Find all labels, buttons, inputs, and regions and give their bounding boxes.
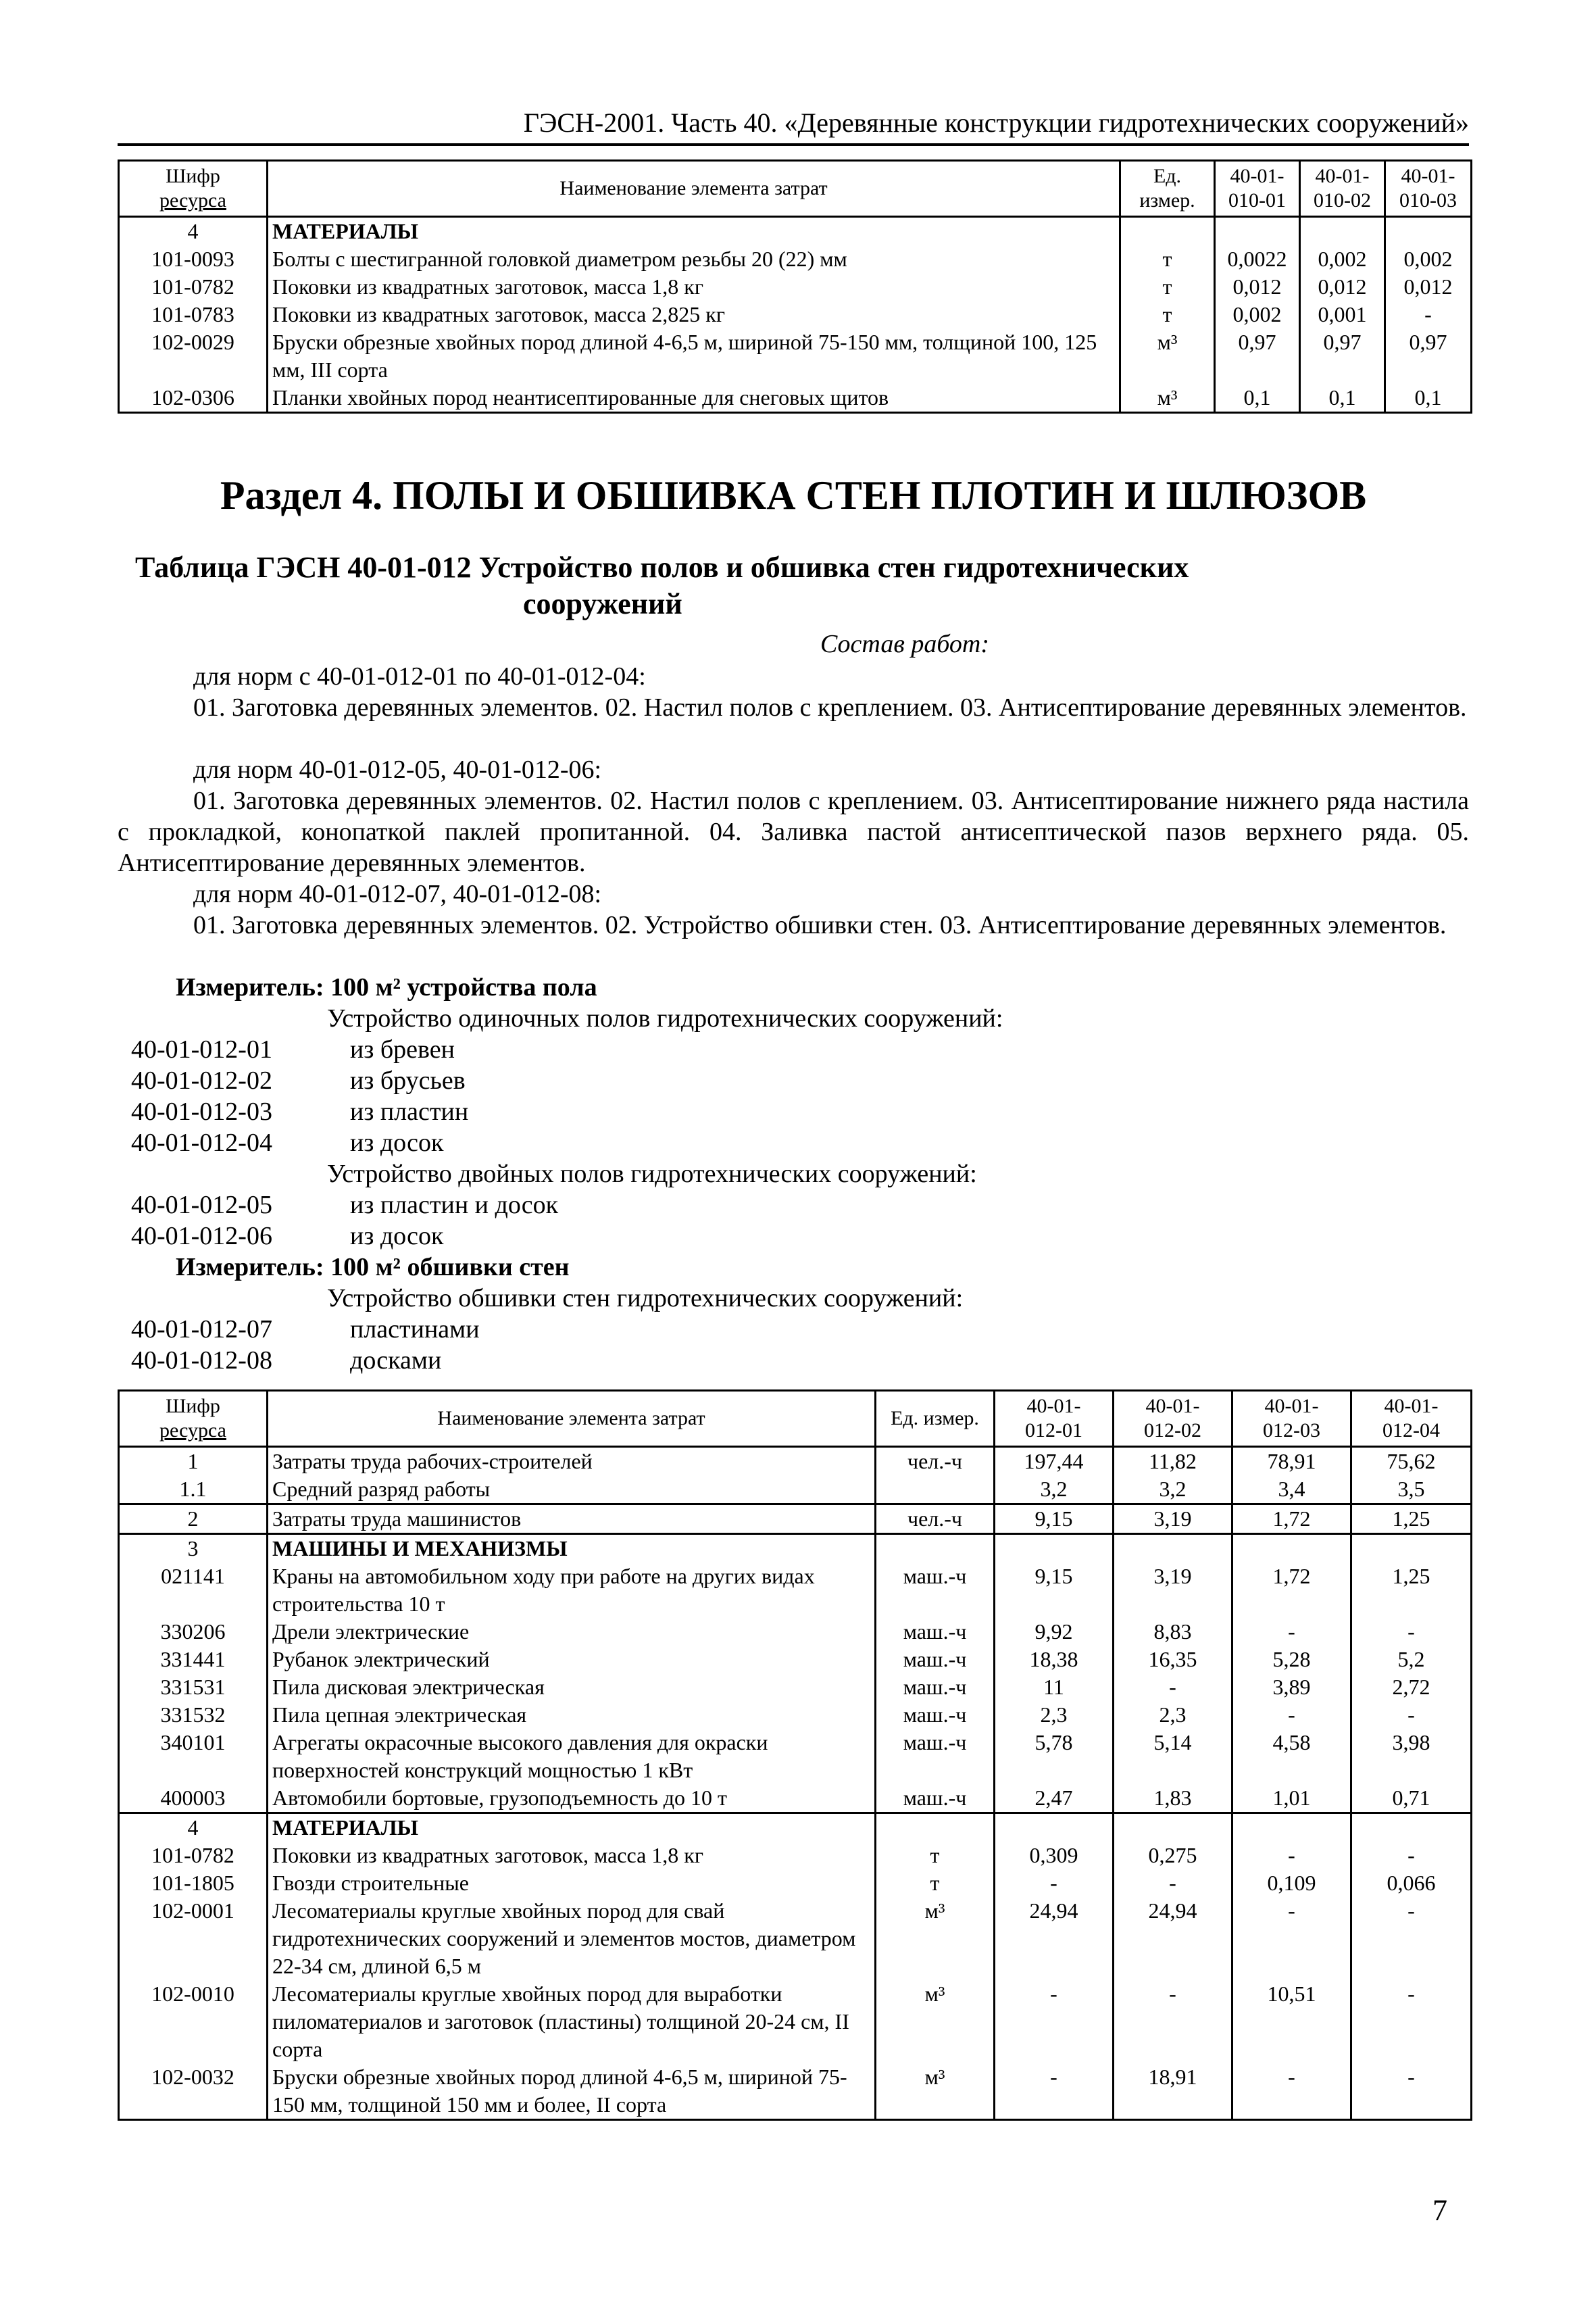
resource-code: 400003 [119, 1784, 268, 1813]
norm-value: 0,002 [1215, 301, 1300, 328]
norm-value: 1,25 [1351, 1504, 1472, 1534]
table-row [119, 1618, 1472, 1646]
resource-name: Средний разряд работы [268, 1475, 876, 1504]
table-row [119, 1897, 1472, 1980]
norm-value: 11 [995, 1673, 1114, 1701]
table-title-line-1: Таблица ГЭСН 40-01-012 Устройство полов и обшивка стен гидротехнических [135, 551, 1189, 584]
norm-value: 0,1 [1215, 384, 1300, 413]
norm-value: 5,2 [1351, 1646, 1472, 1673]
norm-value: 0,012 [1385, 273, 1472, 301]
table-row [119, 384, 1472, 413]
norm-value: 0,97 [1215, 328, 1300, 384]
table-title [118, 549, 1469, 622]
measure-walls: Измеритель: 100 м² обшивки стен [176, 1253, 570, 1281]
norm-value: 0,97 [1300, 328, 1385, 384]
norm-value: - [1385, 301, 1472, 328]
resource-name: Краны на автомобильном ходу при работе на других видах строительства 10 т [268, 1562, 876, 1618]
norm-value: 9,15 [995, 1504, 1114, 1534]
resource-name: Гвозди строительные [268, 1869, 876, 1897]
norm-value [1215, 217, 1300, 246]
table-row [119, 301, 1472, 328]
resource-name: Поковки из квадратных заготовок, масса 1,8 кг [268, 1842, 876, 1869]
resource-unit: маш.-ч [876, 1673, 995, 1701]
norm-value: 0,1 [1385, 384, 1472, 413]
norm-value: 0,001 [1300, 301, 1385, 328]
norm-value: 0,275 [1114, 1842, 1232, 1869]
norm-value: 197,44 [995, 1447, 1114, 1476]
resource-name: Поковки из квадратных заготовок, масса 2,825 кг [268, 301, 1120, 328]
header-code: Шифр ресурса [119, 161, 268, 217]
norm-value: 9,92 [995, 1618, 1114, 1646]
measure-floor: Измеритель: 100 м² устройства пола [176, 973, 597, 1002]
resource-code: 2 [119, 1504, 268, 1534]
resource-code: 102-0001 [119, 1897, 268, 1980]
resource-table-010 [118, 159, 1472, 414]
table-row [119, 328, 1472, 384]
resource-unit: м³ [1120, 384, 1215, 413]
norm-value: 3,19 [1114, 1562, 1232, 1618]
norm-value: 3,2 [1114, 1475, 1232, 1504]
work-group-1-norms: для норм с 40-01-012-01 по 40-01-012-04: [193, 662, 646, 691]
norm-value [1232, 1813, 1351, 1842]
norm-value: 24,94 [1114, 1897, 1232, 1980]
norm-value: 3,2 [995, 1475, 1114, 1504]
table-row [119, 1729, 1472, 1784]
resource-unit: маш.-ч [876, 1701, 995, 1729]
norm-value: 3,89 [1232, 1673, 1351, 1701]
resource-name: МАШИНЫ И МЕХАНИЗМЫ [268, 1534, 876, 1563]
table-row [119, 1701, 1472, 1729]
header-norm-2: 40-01- 010-02 [1300, 161, 1385, 217]
work-group-3-ops: 01. Заготовка деревянных элементов. 02. Устройство обшивки стен. 03. Антисептирование деревянных элементов. [193, 911, 1447, 939]
resource-name: Агрегаты окрасочные высокого давления для окраски поверхностей конструкций мощностью 1 кВт [268, 1729, 876, 1784]
resource-code: 101-0782 [119, 1842, 268, 1869]
norm-value: 1,25 [1351, 1562, 1472, 1618]
norm-value: 2,3 [1114, 1701, 1232, 1729]
norm-code: 40-01-012-04 [131, 1129, 272, 1157]
table-row [119, 217, 1472, 246]
norm-desc: из пластин [350, 1098, 469, 1126]
table-row [119, 1447, 1472, 1476]
resource-unit: т [1120, 245, 1215, 273]
norm-value: - [1351, 1618, 1472, 1646]
norm-value: 24,94 [995, 1897, 1114, 1980]
header-code: Шифр ресурса [119, 1391, 268, 1447]
norm-value [1385, 217, 1472, 246]
norm-value: 1,72 [1232, 1504, 1351, 1534]
table-row [119, 2063, 1472, 2120]
resource-unit [876, 1534, 995, 1563]
norm-code: 40-01-012-02 [131, 1066, 272, 1095]
resource-code: 4 [119, 1813, 268, 1842]
norm-value: 0,71 [1351, 1784, 1472, 1813]
resource-unit: маш.-ч [876, 1562, 995, 1618]
work-group-3-norms: для норм 40-01-012-07, 40-01-012-08: [193, 880, 602, 908]
header-norm-3: 40-01- 012-03 [1232, 1391, 1351, 1447]
norm-value: 0,309 [995, 1842, 1114, 1869]
norm-code: 40-01-012-05 [131, 1191, 272, 1219]
norm-value: 0,1 [1300, 384, 1385, 413]
table-header-row [119, 1391, 1472, 1447]
header-unit: Ед. измер. [876, 1391, 995, 1447]
resource-code: 102-0032 [119, 2063, 268, 2120]
norm-value: - [1351, 2063, 1472, 2120]
header-norm-1: 40-01- 010-01 [1215, 161, 1300, 217]
norm-code: 40-01-012-01 [131, 1035, 272, 1064]
norm-value: - [1351, 1980, 1472, 2063]
header-norm-1: 40-01- 012-01 [995, 1391, 1114, 1447]
norm-value: 3,5 [1351, 1475, 1472, 1504]
resource-unit: м³ [876, 2063, 995, 2120]
norm-value: - [995, 2063, 1114, 2120]
resource-code: 3 [119, 1534, 268, 1563]
subheading-double-floors: Устройство двойных полов гидротехнических сооружений: [327, 1160, 977, 1188]
resource-name: Планки хвойных пород неантисептированные для снеговых щитов [268, 384, 1120, 413]
resource-code: 4 [119, 217, 268, 246]
table-row [119, 1842, 1472, 1869]
section-title: Раздел 4. ПОЛЫ И ОБШИВКА СТЕН ПЛОТИН И ШЛЮЗОВ [220, 473, 1367, 518]
resource-code: 021141 [119, 1562, 268, 1618]
resource-unit: м³ [876, 1897, 995, 1980]
norm-value: 0,012 [1300, 273, 1385, 301]
norm-value: 5,14 [1114, 1729, 1232, 1784]
norm-value: 1,83 [1114, 1784, 1232, 1813]
header-norm-3: 40-01- 010-03 [1385, 161, 1472, 217]
resource-name: Рубанок электрический [268, 1646, 876, 1673]
resource-code: 101-0782 [119, 273, 268, 301]
norm-value: 2,72 [1351, 1673, 1472, 1701]
norm-value: 2,3 [995, 1701, 1114, 1729]
header-name: Наименование элемента затрат [268, 1391, 876, 1447]
table-title-line-2: сооружений [523, 587, 682, 620]
resource-code: 331441 [119, 1646, 268, 1673]
norm-value: - [1232, 1701, 1351, 1729]
norm-value: 10,51 [1232, 1980, 1351, 2063]
resource-unit: чел.-ч [876, 1447, 995, 1476]
resource-name: Пила дисковая электрическая [268, 1673, 876, 1701]
resource-name: Затраты труда рабочих-строителей [268, 1447, 876, 1476]
norm-value: 0,002 [1300, 245, 1385, 273]
norm-value: 0,012 [1215, 273, 1300, 301]
norm-value: 3,98 [1351, 1729, 1472, 1784]
norm-value: 0,97 [1385, 328, 1472, 384]
norm-value: 0,109 [1232, 1869, 1351, 1897]
norm-desc: из досок [350, 1222, 444, 1250]
norm-value: 1,01 [1232, 1784, 1351, 1813]
resource-unit: т [876, 1842, 995, 1869]
table-row [119, 273, 1472, 301]
resource-name: Лесоматериалы круглые хвойных пород для выработки пиломатериалов и заготовок (пластины) толщиной 20-24 см, II сорта [268, 1980, 876, 2063]
norm-value: 18,38 [995, 1646, 1114, 1673]
resource-unit: т [1120, 273, 1215, 301]
resource-name: Автомобили бортовые, грузоподъемность до 10 т [268, 1784, 876, 1813]
norm-value: 5,78 [995, 1729, 1114, 1784]
norm-value: 3,4 [1232, 1475, 1351, 1504]
norm-value: 9,15 [995, 1562, 1114, 1618]
norm-value [1351, 1534, 1472, 1563]
norm-value [995, 1534, 1114, 1563]
subheading-single-floors: Устройство одиночных полов гидротехнических сооружений: [327, 1004, 1003, 1033]
resource-code: 1.1 [119, 1475, 268, 1504]
resource-name: Бруски обрезные хвойных пород длиной 4-6,5 м, шириной 75-150 мм, толщиной 100, 125 мм, III сорта [268, 328, 1120, 384]
resource-name: МАТЕРИАЛЫ [268, 1813, 876, 1842]
resource-code: 102-0010 [119, 1980, 268, 2063]
norm-value: 3,19 [1114, 1504, 1232, 1534]
resource-unit: маш.-ч [876, 1618, 995, 1646]
table-row [119, 1534, 1472, 1563]
running-header: ГЭСН-2001. Часть 40. «Деревянные конструкции гидротехнических сооружений» [523, 107, 1469, 138]
resource-name: Лесоматериалы круглые хвойных пород для свай гидротехнических сооружений и элементов мостов, диаметром 22-34 см, длиной 6,5 м [268, 1897, 876, 1980]
table-row [119, 1504, 1472, 1534]
table-header-row [119, 161, 1472, 217]
work-group-1-ops: 01. Заготовка деревянных элементов. 02. Настил полов с креплением. 03. Антисептирование деревянных элементов. [193, 693, 1467, 722]
table-row [119, 245, 1472, 273]
norm-value [1232, 1534, 1351, 1563]
resource-name: Бруски обрезные хвойных пород длиной 4-6,5 м, шириной 75-150 мм, толщиной 150 мм и более, II сорта [268, 2063, 876, 2120]
table-row [119, 1980, 1472, 2063]
table-row [119, 1813, 1472, 1842]
norm-value [1351, 1813, 1472, 1842]
norm-value [1114, 1534, 1232, 1563]
resource-name: МАТЕРИАЛЫ [268, 217, 1120, 246]
composition-label: Состав работ: [820, 630, 990, 658]
norm-value: - [1232, 2063, 1351, 2120]
resource-name: Затраты труда машинистов [268, 1504, 876, 1534]
header-norm-4: 40-01- 012-04 [1351, 1391, 1472, 1447]
norm-value: 1,72 [1232, 1562, 1351, 1618]
norm-value: 0,0022 [1215, 245, 1300, 273]
norm-code: 40-01-012-06 [131, 1222, 272, 1250]
resource-code: 1 [119, 1447, 268, 1476]
resource-unit: маш.-ч [876, 1646, 995, 1673]
norm-desc: из пластин и досок [350, 1191, 559, 1219]
resource-unit: м³ [1120, 328, 1215, 384]
resource-name: Болты с шестигранной головкой диаметром резьбы 20 (22) мм [268, 245, 1120, 273]
norm-value: - [1114, 1869, 1232, 1897]
resource-code: 330206 [119, 1618, 268, 1646]
resource-code: 101-0783 [119, 301, 268, 328]
resource-unit [1120, 217, 1215, 246]
work-group-2-norms: для норм 40-01-012-05, 40-01-012-06: [193, 756, 602, 784]
resource-unit: маш.-ч [876, 1729, 995, 1784]
table-row [119, 1475, 1472, 1504]
norm-value: 0,066 [1351, 1869, 1472, 1897]
norm-value: - [1232, 1897, 1351, 1980]
norm-code: 40-01-012-03 [131, 1098, 272, 1126]
resource-unit [876, 1813, 995, 1842]
norm-desc: пластинами [350, 1315, 480, 1344]
norm-value: - [1232, 1842, 1351, 1869]
resource-name: Поковки из квадратных заготовок, масса 1,8 кг [268, 273, 1120, 301]
norm-value: 75,62 [1351, 1447, 1472, 1476]
norm-value: - [1351, 1701, 1472, 1729]
resource-code: 102-0306 [119, 384, 268, 413]
norm-value [995, 1813, 1114, 1842]
resource-code: 102-0029 [119, 328, 268, 384]
page-number: 7 [1432, 2194, 1447, 2227]
resource-table-012 [118, 1389, 1472, 2121]
norm-value: - [1351, 1842, 1472, 1869]
norm-value: 2,47 [995, 1784, 1114, 1813]
resource-unit: м³ [876, 1980, 995, 2063]
norm-value: 8,83 [1114, 1618, 1232, 1646]
resource-unit: маш.-ч [876, 1784, 995, 1813]
table-row [119, 1673, 1472, 1701]
resource-name: Пила цепная электрическая [268, 1701, 876, 1729]
resource-code: 101-1805 [119, 1869, 268, 1897]
norm-value: - [1351, 1897, 1472, 1980]
resource-unit: т [876, 1869, 995, 1897]
table-row [119, 1869, 1472, 1897]
resource-code: 340101 [119, 1729, 268, 1784]
norm-value: 5,28 [1232, 1646, 1351, 1673]
norm-value: 18,91 [1114, 2063, 1232, 2120]
norm-desc: из досок [350, 1129, 444, 1157]
norm-value [1114, 1813, 1232, 1842]
norm-value: - [1114, 1673, 1232, 1701]
resource-unit [876, 1475, 995, 1504]
resource-code: 101-0093 [119, 245, 268, 273]
resource-name: Дрели электрические [268, 1618, 876, 1646]
norm-value: 11,82 [1114, 1447, 1232, 1476]
norm-value: 16,35 [1114, 1646, 1232, 1673]
norm-value [1300, 217, 1385, 246]
norm-desc: из бревен [350, 1035, 455, 1064]
table-row [119, 1646, 1472, 1673]
norm-desc: досками [350, 1346, 442, 1375]
header-rule [118, 143, 1469, 146]
header-unit: Ед. измер. [1120, 161, 1215, 217]
table-row [119, 1784, 1472, 1813]
norm-value: - [995, 1980, 1114, 2063]
subheading-wall-sheathing: Устройство обшивки стен гидротехнических сооружений: [327, 1284, 964, 1312]
norm-value: 78,91 [1232, 1447, 1351, 1476]
norm-value: - [1114, 1980, 1232, 2063]
norm-code: 40-01-012-07 [131, 1315, 272, 1344]
norm-code: 40-01-012-08 [131, 1346, 272, 1375]
resource-code: 331531 [119, 1673, 268, 1701]
table-row [119, 1562, 1472, 1618]
header-norm-2: 40-01- 012-02 [1114, 1391, 1232, 1447]
header-name: Наименование элемента затрат [268, 161, 1120, 217]
norm-value: 4,58 [1232, 1729, 1351, 1784]
norm-value: - [995, 1869, 1114, 1897]
norm-value: - [1232, 1618, 1351, 1646]
work-group-2-ops: 01. Заготовка деревянных элементов. 02. Настил полов с креплением. 03. Антисептирование нижнего ряда настила с прокладкой, конопаткой паклей пропитанной. 04. Заливка пастой антисептической пазов верхнего ряда. 05. Антисептирование деревянных элементов. [118, 787, 1469, 877]
resource-code: 331532 [119, 1701, 268, 1729]
resource-unit: чел.-ч [876, 1504, 995, 1534]
norm-desc: из брусьев [350, 1066, 466, 1095]
norm-value: 0,002 [1385, 245, 1472, 273]
resource-unit: т [1120, 301, 1215, 328]
